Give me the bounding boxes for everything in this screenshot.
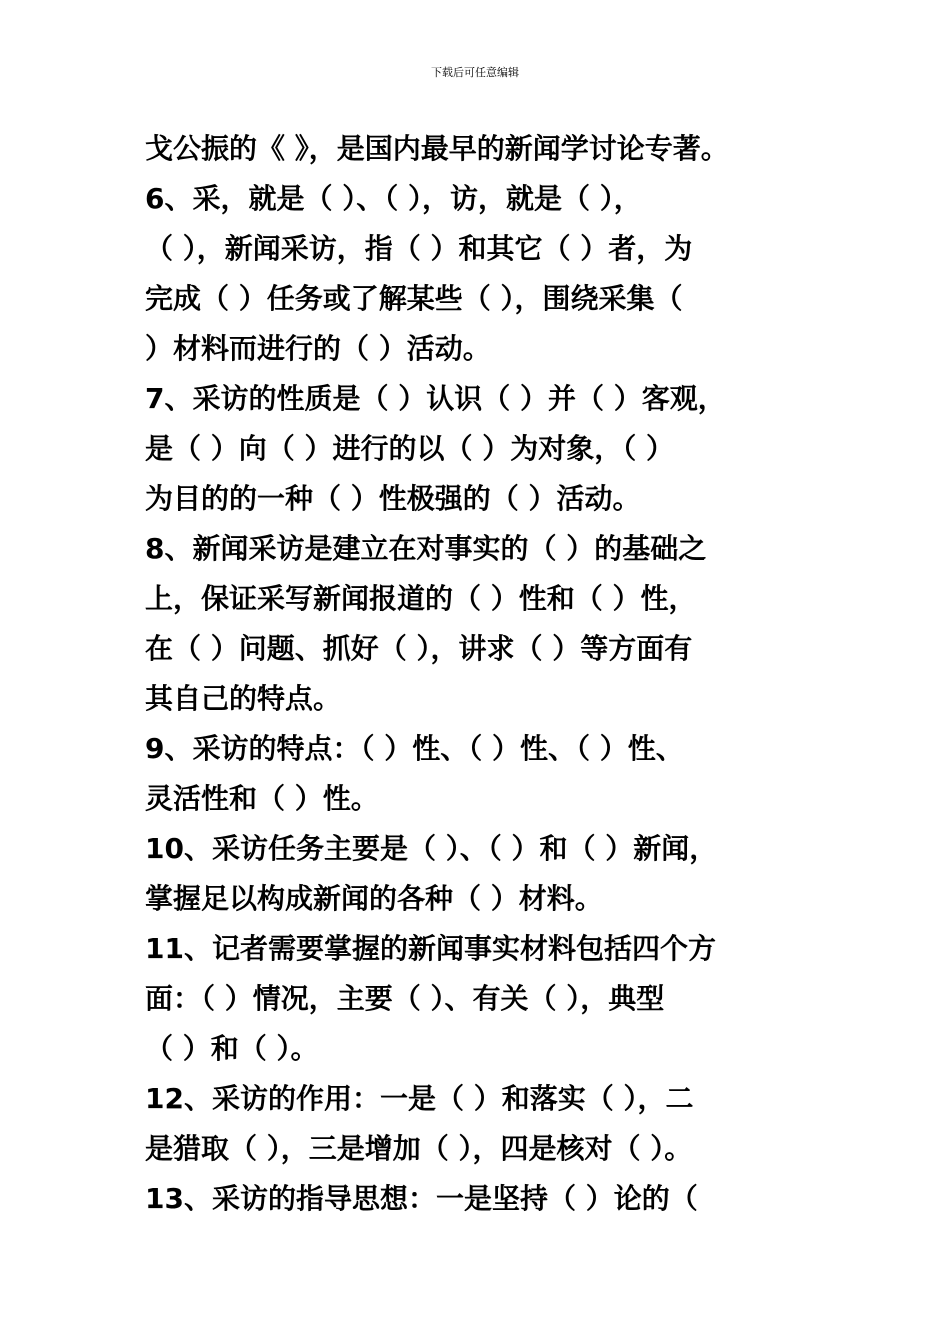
- text-line: 完成（ ）任务或了解某些（ ），围绕采集（: [145, 282, 683, 315]
- text-line: 掌握足以构成新闻的各种（ ）材料。: [145, 882, 603, 915]
- page-header: 下载后可任意编辑: [431, 66, 519, 79]
- text-line: 6、采，就是（ ）、（ ），访，就是（ ），: [145, 182, 642, 215]
- text-line: 其自己的特点。: [145, 682, 342, 715]
- text-line: 戈公振的《 》，是国内最早的新闻学讨论专著。: [145, 132, 729, 165]
- text-line: 13、采访的指导思想：一是坚持（ ）论的（: [145, 1182, 698, 1215]
- text-line: 在（ ）问题、抓好（ ），讲求（ ）等方面有: [145, 632, 693, 665]
- text-line: 11、记者需要掌握的新闻事实材料包括四个方: [145, 932, 716, 965]
- text-line: 灵活性和（ ）性。: [145, 782, 379, 815]
- text-line: 面：（ ）情况，主要（ ）、有关（ ），典型: [145, 982, 665, 1015]
- text-line: 是（ ）向（ ）进行的以（ ）为对象，（ ）: [145, 432, 674, 465]
- text-line: 为目的的一种（ ）性极强的（ ）活动。: [145, 482, 641, 515]
- text-line: 8、新闻采访是建立在对事实的（ ）的基础之: [145, 532, 707, 565]
- text-line: （ ）和（ ）。: [145, 1032, 319, 1065]
- text-line: 7、采访的性质是（ ）认识（ ）并（ ）客观，: [145, 382, 726, 415]
- text-line: 上，保证采写新闻报道的（ ）性和（ ）性，: [145, 582, 697, 615]
- text-line: 9、采访的特点：（ ）性、（ ）性、（ ）性、: [145, 732, 684, 765]
- document-body: [145, 124, 835, 1224]
- text-line: 是猎取（ ），三是增加（ ），四是核对（ ）。: [145, 1132, 693, 1165]
- text-line: 12、采访的作用：一是（ ）和落实（ ），二: [145, 1082, 694, 1115]
- text-line: （ ），新闻采访，指（ ）和其它（ ）者，为: [145, 232, 693, 265]
- text-line: 10、采访任务主要是（ ）、（ ）和（ ）新闻，: [145, 832, 718, 865]
- text-line: ）材料而进行的（ ）活动。: [145, 332, 491, 365]
